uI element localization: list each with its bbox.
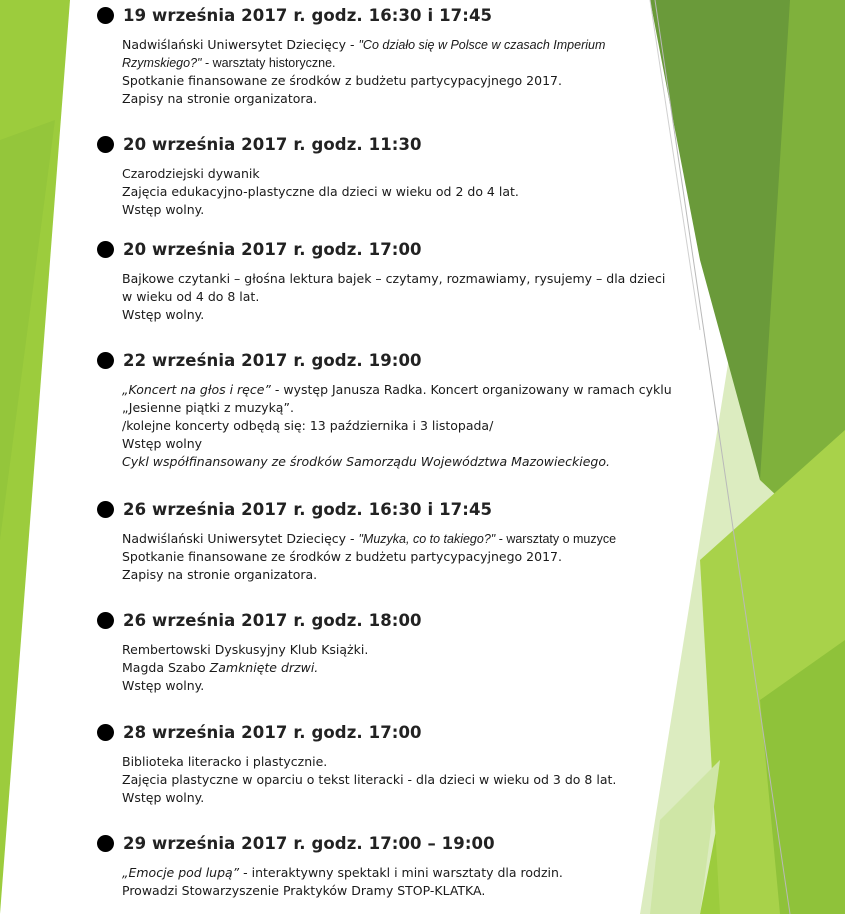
- text-segment: - warsztaty historyczne.: [201, 56, 336, 70]
- text-segment: Nadwiślański Uniwersytet Dziecięcy -: [122, 531, 359, 546]
- event-description: [122, 165, 519, 219]
- event-date-time: 20 września 2017 r. godz. 17:00: [123, 239, 422, 259]
- description-line: [122, 417, 672, 435]
- event-date-time: 26 września 2017 r. godz. 18:00: [123, 610, 422, 630]
- bullet-icon: [97, 724, 114, 741]
- event-date-time: 29 września 2017 r. godz. 17:00 – 19:00: [123, 833, 495, 853]
- text-segment: „Emocje pod lupą”: [122, 865, 240, 880]
- text-segment: „Koncert na głos i ręce”: [122, 382, 271, 397]
- event-description: [122, 36, 605, 108]
- text-segment: Wstęp wolny: [122, 436, 203, 451]
- text-segment: Zapisy na stronie organizatora.: [122, 567, 318, 582]
- text-segment: Spotkanie finansowane ze środków z budżetu partycypacyjnego 2017.: [122, 549, 562, 564]
- text-segment: Bajkowe czytanki – głośna lektura bajek – czytamy, rozmawiamy, rysujemy – dla dzieci: [122, 271, 666, 286]
- text-segment: Spotkanie finansowane ze środków z budżetu partycypacyjnego 2017.: [122, 73, 562, 88]
- event-description: [122, 270, 665, 324]
- text-segment: Magda Szabo: [122, 660, 210, 675]
- event-heading: [97, 3, 492, 27]
- bullet-icon: [97, 136, 114, 153]
- description-line: [122, 165, 519, 183]
- description-line: [122, 435, 672, 453]
- event-date-time: 22 września 2017 r. godz. 19:00: [123, 350, 422, 370]
- description-line: [122, 381, 672, 399]
- bullet-icon: [97, 241, 114, 258]
- text-segment: w wieku od 4 do 8 lat.: [122, 289, 260, 304]
- text-segment: Czarodziejski dywanik: [122, 166, 260, 181]
- text-segment: - warsztaty o muzyce: [495, 532, 617, 546]
- description-line: [122, 566, 616, 584]
- event-heading: [97, 720, 422, 744]
- text-segment: Nadwiślański Uniwersytet Dziecięcy -: [122, 37, 359, 52]
- description-line: [122, 201, 519, 219]
- description-line: [122, 399, 672, 417]
- bullet-icon: [97, 835, 114, 852]
- description-line: [122, 288, 665, 306]
- description-line: [122, 659, 368, 677]
- text-segment: "Muzyka, co to takiego?": [358, 532, 496, 546]
- event-description: [122, 530, 616, 584]
- description-line: [122, 72, 605, 90]
- event-description: [122, 753, 616, 807]
- description-line: [122, 453, 672, 471]
- text-segment: Wstęp wolny.: [122, 307, 205, 322]
- text-segment: Zajęcia edukacyjno-plastyczne dla dzieci w wieku od 2 do 4 lat.: [122, 184, 519, 199]
- text-segment: Zapisy na stronie organizatora.: [122, 91, 318, 106]
- description-line: [122, 789, 616, 807]
- description-line: [122, 306, 665, 324]
- event-description: [122, 381, 672, 471]
- text-segment: Rzymskiego?": [122, 56, 202, 70]
- event-description: [122, 641, 368, 695]
- text-segment: „Jesienne piątki z muzyką”.: [122, 400, 294, 415]
- description-line: [122, 90, 605, 108]
- text-segment: Wstęp wolny.: [122, 790, 205, 805]
- bullet-icon: [97, 352, 114, 369]
- text-segment: Wstęp wolny.: [122, 678, 205, 693]
- text-segment: Zajęcia plastyczne w oparciu o tekst literacki - dla dzieci w wieku od 3 do 8 lat.: [122, 772, 617, 787]
- text-segment: Zamknięte drzwi.: [209, 660, 319, 675]
- bullet-icon: [97, 501, 114, 518]
- text-segment: Rembertowski Dyskusyjny Klub Książki.: [122, 642, 369, 657]
- event-heading: [97, 831, 495, 855]
- description-line: [122, 864, 563, 882]
- description-line: [122, 882, 563, 900]
- event-date-time: 20 września 2017 r. godz. 11:30: [123, 134, 422, 154]
- description-line: [122, 54, 605, 72]
- event-heading: [97, 348, 422, 372]
- description-line: [122, 183, 519, 201]
- description-line: [122, 641, 368, 659]
- event-heading: [97, 608, 422, 632]
- text-segment: /kolejne koncerty odbędą się: 13 października i 3 listopada/: [122, 418, 494, 433]
- description-line: [122, 677, 368, 695]
- text-segment: "Co działo się w Polsce w czasach Imperium: [358, 38, 606, 52]
- event-description: [122, 864, 563, 900]
- description-line: [122, 36, 605, 54]
- description-line: [122, 771, 616, 789]
- bullet-icon: [97, 7, 114, 24]
- bullet-icon: [97, 612, 114, 629]
- event-heading: [97, 237, 422, 261]
- event-heading: [97, 132, 422, 156]
- event-heading: [97, 497, 492, 521]
- text-segment: Prowadzi Stowarzyszenie Praktyków Dramy STOP-KLATKA.: [122, 883, 486, 898]
- text-segment: Wstęp wolny.: [122, 202, 205, 217]
- text-segment: - występ Janusza Radka. Koncert organizowany w ramach cyklu: [270, 382, 672, 397]
- description-line: [122, 548, 616, 566]
- text-segment: Cykl współfinansowany ze środków Samorządu Województwa Mazowieckiego.: [122, 454, 610, 469]
- description-line: [122, 753, 616, 771]
- event-date-time: 28 września 2017 r. godz. 17:00: [123, 722, 422, 742]
- text-segment: - interaktywny spektakl i mini warsztaty dla rodzin.: [239, 865, 563, 880]
- text-segment: Biblioteka literacko i plastycznie.: [122, 754, 328, 769]
- description-line: [122, 530, 616, 548]
- description-line: [122, 270, 665, 288]
- event-date-time: 26 września 2017 r. godz. 16:30 i 17:45: [123, 499, 493, 519]
- event-date-time: 19 września 2017 r. godz. 16:30 i 17:45: [123, 5, 493, 25]
